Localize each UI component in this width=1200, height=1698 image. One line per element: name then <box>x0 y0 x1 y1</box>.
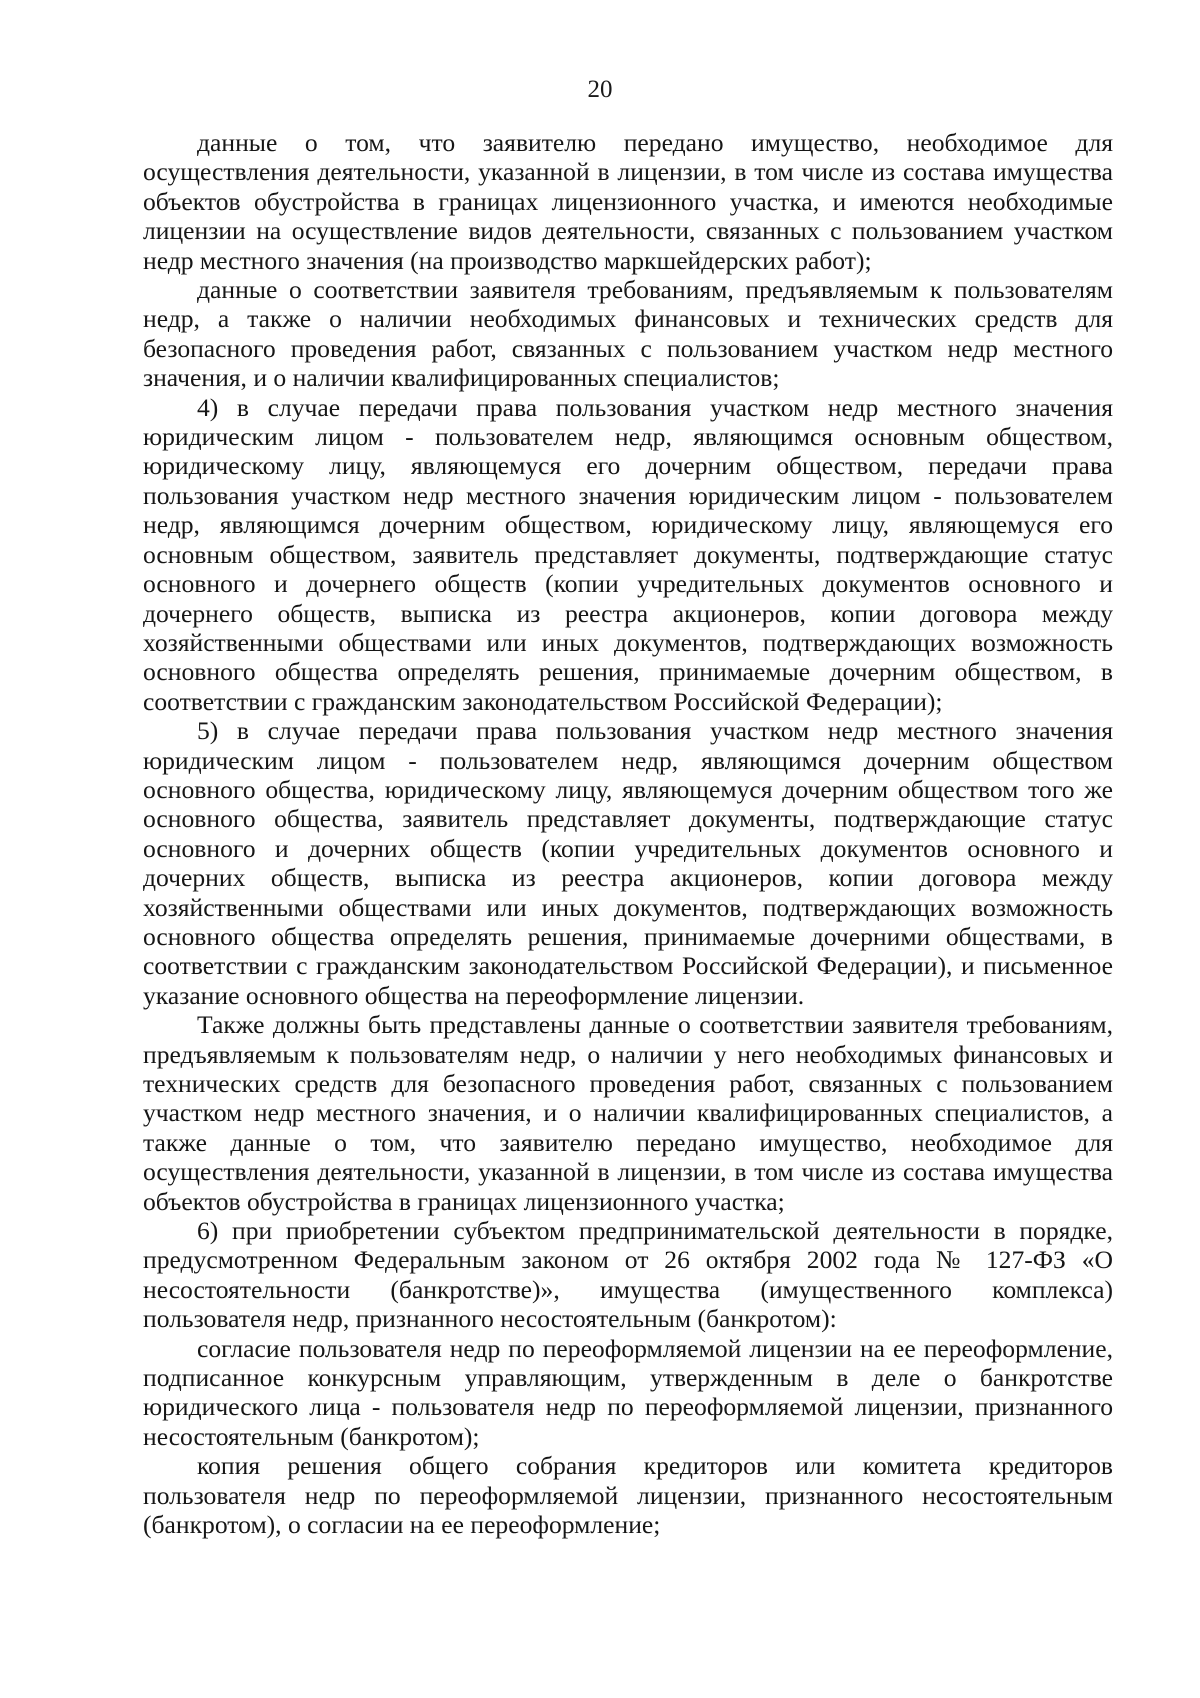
paragraph-applicant-compliance-data: данные о соответствии заявителя требованиям, предъявляемым к пользователям недр, а также о наличии необходимых финансовых и технических средств для безопасного проведения работ, связанных с пользованием участком недр местного значения, и о наличии квалифицированных специалистов; <box>143 275 1113 393</box>
paragraph-additional-required-data: Также должны быть представлены данные о соответствии заявителя требованиям, предъявляемым к пользователям недр, о наличии у него необходимых финансовых и технических средств для безопасного проведения работ, связанных с пользованием участком недр местного значения, и о наличии квалифицированных специалистов, а также данные о том, что заявителю передано имущество, необходимое для осуществления деятельности, указанной в лицензии, в том числе из состава имущества объектов обустройства в границах лицензионного участка; <box>143 1010 1113 1216</box>
paragraph-item-4-parent-subsidiary-transfer: 4) в случае передачи права пользования участком недр местного значения юридическим лицом - пользователем недр, являющимся основным обществом, юридическому лицу, являющемуся его дочерним обществом, передачи права пользования участком недр местного значения юридическим лицом - пользователем недр, являющимся дочерним обществом, юридическому лицу, являющемуся его основным обществом, заявитель представляет документы, подтверждающие статус основного и дочернего обществ (копии учредительных документов основного и дочернего обществ, выписка из реестра акционеров, копии договора между хозяйственными обществами или иных документов, подтверждающих возможность основного общества определять решения, принимаемые дочерним обществом, в соответствии с гражданским законодательством Российской Федерации); <box>143 392 1113 716</box>
paragraph-item-6-bankruptcy-acquisition: 6) при приобретении субъектом предпринимательской деятельности в порядке, предусмотренном Федеральным законом от 26 октября 2002 года № 127-ФЗ «О несостоятельности (банкротстве)», имущества (имущественного комплекса) пользователя недр, признанного несостоятельным (банкротом): <box>143 1216 1113 1334</box>
document-body <box>143 128 1113 1540</box>
paragraph-creditors-decision-copy: копия решения общего собрания кредиторов или комитета кредиторов пользователя недр по переоформляемой лицензии, признанного несостоятельным (банкротом), о согласии на ее переоформление; <box>143 1451 1113 1540</box>
paragraph-item-5-sister-subsidiary-transfer: 5) в случае передачи права пользования участком недр местного значения юридическим лицом - пользователем недр, являющимся дочерним обществом основного общества, юридическому лицу, являющемуся дочерним обществом того же основного общества, заявитель представляет документы, подтверждающие статус основного и дочерних обществ (копии учредительных документов основного и дочерних обществ, выписка из реестра акционеров, копии договора между хозяйственными обществами или иных документов, подтверждающих возможность основного общества определять решения, принимаемые дочерними обществами, в соответствии с гражданским законодательством Российской Федерации), и письменное указание основного общества на переоформление лицензии. <box>143 716 1113 1010</box>
paragraph-receiver-consent: согласие пользователя недр по переоформляемой лицензии на ее переоформление, подписанное конкурсным управляющим, утвержденным в деле о банкротстве юридического лица - пользователя недр по переоформляемой лицензии, признанного несостоятельным (банкротом); <box>143 1333 1113 1451</box>
page-number: 20 <box>587 76 613 103</box>
paragraph-property-transfer-data: данные о том, что заявителю передано имущество, необходимое для осуществления деятельности, указанной в лицензии, в том числе из состава имущества объектов обустройства в границах лицензионного участка, и имеются необходимые лицензии на осуществление видов деятельности, связанных с пользованием участком недр местного значения (на производство маркшейдерских работ); <box>143 128 1113 275</box>
